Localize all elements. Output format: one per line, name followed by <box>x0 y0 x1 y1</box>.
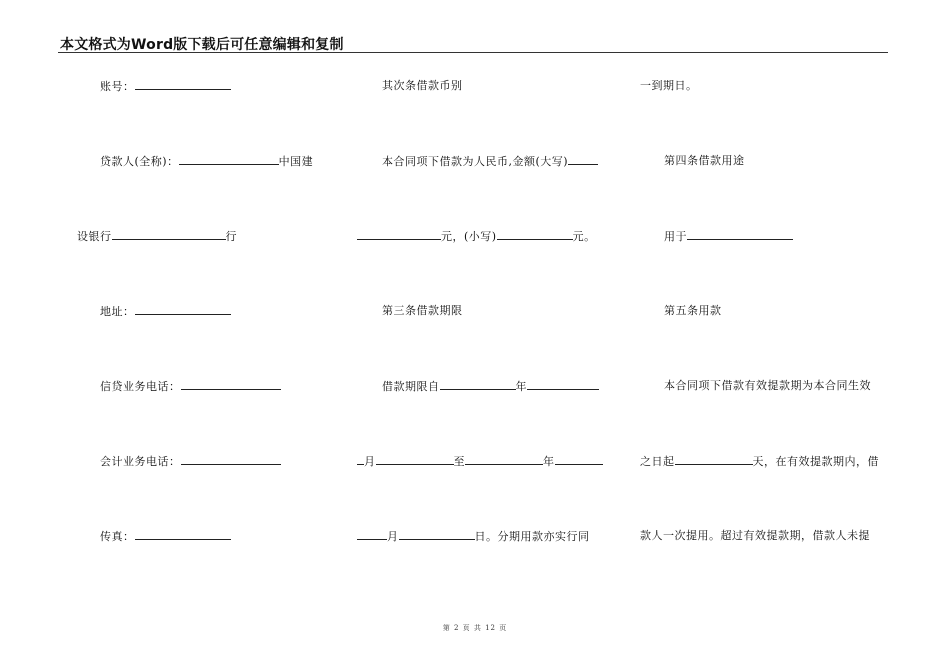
amount-continue-line <box>357 229 596 244</box>
draw-days-blank[interactable] <box>675 454 753 465</box>
due-date-line: 一到期日。 <box>640 79 698 92</box>
accounting-phone-line <box>100 454 281 469</box>
month-label: 月 <box>364 455 376 468</box>
start-month-blank[interactable] <box>527 379 599 390</box>
purpose-label: 用于 <box>664 230 687 243</box>
amount-lowercase-blank[interactable] <box>497 229 573 240</box>
end-day-blank[interactable] <box>399 529 475 540</box>
year-label: 年 <box>515 380 527 393</box>
end-month-blank[interactable] <box>555 454 603 465</box>
yuan-end-label: 元。 <box>572 230 596 243</box>
currency-line: 其次条借款币别 <box>382 79 463 92</box>
bank-blank[interactable] <box>112 229 226 240</box>
fax-line <box>100 529 231 544</box>
term-line-2 <box>357 454 603 469</box>
credit-phone-blank[interactable] <box>181 379 281 390</box>
to-label: 至 <box>453 455 465 468</box>
bank-prefix: 设银行 <box>77 230 112 243</box>
amount-label: 本合同项下借款为人民币,金额(大写) <box>382 155 569 168</box>
account-label: 账号： <box>100 80 135 93</box>
lender-blank[interactable] <box>179 154 279 165</box>
draw-period-line-1: 本合同项下借款有效提款期为本合同生效 <box>664 379 871 392</box>
accounting-phone-blank[interactable] <box>181 454 281 465</box>
draw-period-line-2 <box>640 454 879 469</box>
lender-suffix: 中国建 <box>278 155 314 168</box>
purpose-line <box>664 229 793 244</box>
term-line <box>382 379 599 394</box>
term-from-label: 借款期限自 <box>382 380 440 393</box>
accounting-phone-label: 会计业务电话： <box>100 455 181 468</box>
credit-phone-label: 信贷业务电话： <box>100 380 181 393</box>
amount-line <box>382 154 598 169</box>
fax-blank[interactable] <box>135 529 231 540</box>
draw-period-line-3: 款人一次提用。超过有效提款期，借款人未提 <box>640 529 870 542</box>
lowercase-label: (小写) <box>464 230 497 243</box>
draw-period-suffix: 天，在有效提款期内，借 <box>752 455 879 468</box>
header-divider <box>58 52 888 53</box>
lender-label: 贷款人(全称)： <box>100 155 179 168</box>
fax-label: 传真： <box>100 530 135 543</box>
article3-title: 第三条借款期限 <box>382 304 463 317</box>
amount-uppercase-blank[interactable] <box>568 154 598 165</box>
address-label: 地址： <box>100 305 135 318</box>
article4-title: 第四条借款用途 <box>664 154 745 167</box>
address-line <box>100 304 231 319</box>
end-month-tail-blank[interactable] <box>357 529 387 540</box>
start-year-blank[interactable] <box>440 379 516 390</box>
term-line-3 <box>357 529 590 544</box>
purpose-blank[interactable] <box>687 229 793 240</box>
draw-period-prefix: 之日起 <box>640 455 675 468</box>
address-blank[interactable] <box>135 304 231 315</box>
yuan-label: 元， <box>441 230 464 243</box>
document-header: 本文格式为Word版下载后可任意编辑和复制 <box>60 37 344 53</box>
year2-label: 年 <box>543 455 555 468</box>
lender-line <box>100 154 313 169</box>
month2-label: 月 <box>387 530 399 543</box>
article5-title: 第五条用款 <box>664 304 722 317</box>
day-text: 日。分期用款亦实行同 <box>474 530 590 543</box>
bank-suffix: 行 <box>225 230 237 243</box>
amount-uppercase-blank-2[interactable] <box>357 229 441 240</box>
page-number: 第 2 页 共 12 页 <box>442 624 508 632</box>
credit-phone-line <box>100 379 281 394</box>
account-blank[interactable] <box>135 79 231 90</box>
start-month-tail-blank[interactable] <box>357 454 364 465</box>
bank-line <box>77 229 237 244</box>
start-day-blank[interactable] <box>376 454 454 465</box>
end-year-blank[interactable] <box>465 454 543 465</box>
account-line <box>100 79 231 94</box>
